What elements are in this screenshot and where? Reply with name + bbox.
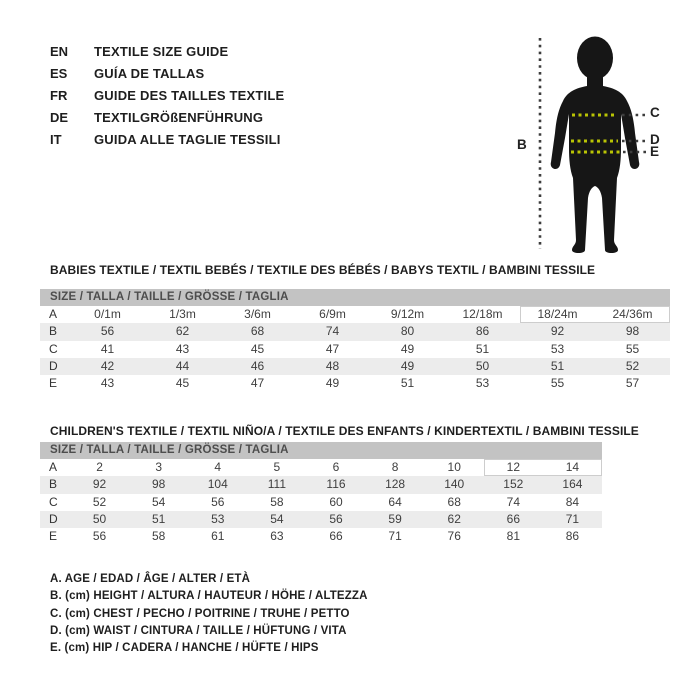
babies-size-value: 51 xyxy=(520,358,595,375)
children-size-value: 56 xyxy=(211,494,225,509)
row-letter: D xyxy=(40,511,70,528)
babies-size-value: 18/24m xyxy=(520,306,595,323)
measurement-legend xyxy=(50,571,368,657)
children-size-value: 71 xyxy=(388,529,402,544)
children-size-value: 2 xyxy=(96,460,103,474)
guide-title-text: GUIDA ALLE TAGLIE TESSILI xyxy=(94,132,281,147)
guide-title-text: GUIDE DES TAILLES TEXTILE xyxy=(94,88,285,103)
babies-size-value: 24/36m xyxy=(595,306,670,323)
language-row-es xyxy=(50,63,284,85)
babies-size-value: 1/3m xyxy=(169,307,196,321)
language-title-list xyxy=(50,41,284,151)
children-size-value: 104 xyxy=(188,476,247,493)
children-size-value: 92 xyxy=(70,476,129,493)
language-code: FR xyxy=(50,88,68,103)
legend-line-a: A. AGE / EDAD / ÂGE / ALTER / ETÀ xyxy=(50,573,251,585)
babies-size-value: 45 xyxy=(175,376,190,391)
children-size-value: 5 xyxy=(273,460,281,474)
language-row-en xyxy=(50,41,284,63)
babies-size-value: 55 xyxy=(550,376,565,391)
babies-size-value: 49 xyxy=(370,358,445,375)
babies-size-value: 62 xyxy=(145,323,220,340)
children-size-value: 6 xyxy=(332,460,340,474)
babies-size-value: 42 xyxy=(70,358,145,375)
children-row-a xyxy=(40,459,602,476)
children-size-value: 98 xyxy=(129,476,188,493)
babies-size-value: 3/6m xyxy=(244,307,271,321)
row-letter: E xyxy=(49,529,58,544)
children-size-value: 62 xyxy=(425,511,484,528)
guide-title-text: TEXTILE SIZE GUIDE xyxy=(94,44,229,59)
children-size-value: 128 xyxy=(366,476,425,493)
row-letter: E xyxy=(49,376,58,391)
babies-size-value: 47 xyxy=(250,376,265,391)
measure-label-height: B xyxy=(517,137,527,152)
children-size-table xyxy=(40,459,602,545)
language-row-de xyxy=(50,107,284,129)
children-size-value: 50 xyxy=(70,511,129,528)
babies-size-value: 49 xyxy=(400,341,415,356)
children-size-value: 3 xyxy=(155,460,162,474)
legend-line-d: D. (cm) WAIST / CINTURA / TAILLE / HÜFTUNG / VITA xyxy=(50,624,347,637)
children-size-value: 152 xyxy=(484,476,543,493)
children-size-value: 58 xyxy=(151,529,166,544)
children-size-value: 86 xyxy=(565,529,580,544)
babies-size-value: 56 xyxy=(70,323,145,340)
children-size-value: 66 xyxy=(329,529,343,544)
babies-size-value: 92 xyxy=(520,323,595,340)
measure-label-hip: E xyxy=(650,144,660,159)
row-letter: B xyxy=(40,476,70,493)
row-letter: C xyxy=(49,341,58,356)
child-silhouette-graphic xyxy=(510,30,700,262)
babies-size-value: 98 xyxy=(595,323,670,340)
language-code: ES xyxy=(50,66,68,81)
children-section-title: CHILDREN'S TEXTILE / TEXTIL NIÑO/A / TEXTILE DES ENFANTS / KINDERTEXTIL / BAMBINI TESSILE xyxy=(50,424,639,438)
children-size-value: 61 xyxy=(211,529,225,544)
children-size-value: 71 xyxy=(543,511,602,528)
babies-section-title: BABIES TEXTILE / TEXTIL BEBÉS / TEXTILE DES BÉBÉS / BABYS TEXTIL / BAMBINI TESSILE xyxy=(50,263,596,277)
babies-size-value: 6/9m xyxy=(319,307,346,321)
babies-size-value: 41 xyxy=(100,341,115,356)
babies-size-value: 68 xyxy=(220,323,295,340)
babies-row-a xyxy=(40,306,670,323)
children-size-value: 111 xyxy=(247,476,306,493)
babies-row-c xyxy=(40,341,670,358)
babies-size-value: 51 xyxy=(400,376,415,391)
babies-row-e xyxy=(40,375,670,392)
children-size-value: 81 xyxy=(506,529,520,544)
row-letter: C xyxy=(49,494,58,509)
children-size-value: 56 xyxy=(306,511,365,528)
row-letter: B xyxy=(40,323,70,340)
language-row-it xyxy=(50,129,284,151)
language-code: EN xyxy=(50,44,69,59)
babies-row-d xyxy=(40,358,670,375)
babies-size-value: 12/18m xyxy=(462,307,503,321)
babies-size-value: 53 xyxy=(550,341,565,356)
row-letter: A xyxy=(49,307,58,321)
babies-size-value: 53 xyxy=(475,376,490,391)
row-letter: D xyxy=(40,358,70,375)
children-size-value: 8 xyxy=(391,460,399,474)
children-size-value: 64 xyxy=(388,494,402,509)
babies-size-value: 43 xyxy=(100,376,115,391)
children-size-value: 60 xyxy=(329,494,343,509)
children-size-value: 68 xyxy=(447,494,461,509)
children-size-value: 59 xyxy=(366,511,425,528)
children-size-value: 51 xyxy=(129,511,188,528)
babies-size-value: 55 xyxy=(625,341,640,356)
children-size-value: 164 xyxy=(543,476,602,493)
babies-size-value: 49 xyxy=(325,376,340,391)
measure-label-chest: C xyxy=(650,105,660,120)
row-letter: A xyxy=(49,460,58,474)
children-size-value: 12 xyxy=(484,459,543,476)
child-figure-diagram xyxy=(510,30,700,262)
children-size-value: 140 xyxy=(425,476,484,493)
babies-size-value: 9/12m xyxy=(390,307,425,321)
children-row-e xyxy=(40,528,602,545)
children-row-d xyxy=(40,511,602,528)
children-size-value: 76 xyxy=(447,529,461,544)
children-size-value: 54 xyxy=(247,511,306,528)
language-row-fr xyxy=(50,85,284,107)
babies-size-value: 47 xyxy=(325,341,340,356)
babies-size-value: 52 xyxy=(595,358,670,375)
children-size-value: 52 xyxy=(92,494,107,509)
children-size-value: 10 xyxy=(447,460,461,474)
babies-size-value: 57 xyxy=(625,376,640,391)
babies-size-value: 74 xyxy=(295,323,370,340)
children-size-value: 84 xyxy=(565,494,580,509)
babies-size-value: 50 xyxy=(445,358,520,375)
babies-size-value: 86 xyxy=(445,323,520,340)
child-silhouette xyxy=(551,37,640,254)
babies-size-header-bar: SIZE / TALLA / TAILLE / GRÖSSE / TAGLIA xyxy=(40,289,670,306)
children-row-b xyxy=(40,476,602,493)
guide-title-text: GUÍA DE TALLAS xyxy=(94,66,205,81)
measure-label-waist: D xyxy=(650,132,660,147)
guide-title-text: TEXTILGRÖßENFÜHRUNG xyxy=(94,110,264,125)
babies-size-value: 0/1m xyxy=(94,307,121,321)
babies-size-value: 44 xyxy=(145,358,220,375)
babies-size-value: 80 xyxy=(370,323,445,340)
babies-size-value: 51 xyxy=(475,341,490,356)
children-size-value: 63 xyxy=(270,529,284,544)
babies-row-b xyxy=(40,323,670,340)
babies-size-value: 45 xyxy=(250,341,265,356)
children-size-value: 53 xyxy=(188,511,247,528)
children-size-value: 14 xyxy=(543,459,602,476)
children-size-value: 56 xyxy=(92,529,107,544)
children-size-value: 66 xyxy=(484,511,543,528)
children-row-c xyxy=(40,494,602,511)
legend-line-c: C. (cm) CHEST / PECHO / POITRINE / TRUHE / PETTO xyxy=(50,607,350,620)
children-size-value: 4 xyxy=(214,460,222,474)
children-size-value: 74 xyxy=(506,494,520,509)
children-size-value: 116 xyxy=(306,476,365,493)
babies-size-value: 48 xyxy=(295,358,370,375)
babies-size-value: 46 xyxy=(220,358,295,375)
babies-size-value: 43 xyxy=(175,341,190,356)
children-size-value: 54 xyxy=(151,494,166,509)
legend-line-e: E. (cm) HIP / CADERA / HANCHE / HÜFTE / HIPS xyxy=(50,642,319,655)
language-code: DE xyxy=(50,110,69,125)
babies-size-table xyxy=(40,306,670,392)
legend-line-b: B. (cm) HEIGHT / ALTURA / HAUTEUR / HÖHE / ALTEZZA xyxy=(50,590,368,603)
children-size-value: 58 xyxy=(270,494,284,509)
language-code: IT xyxy=(50,132,62,147)
children-size-header-bar: SIZE / TALLA / TAILLE / GRÖSSE / TAGLIA xyxy=(40,442,602,459)
